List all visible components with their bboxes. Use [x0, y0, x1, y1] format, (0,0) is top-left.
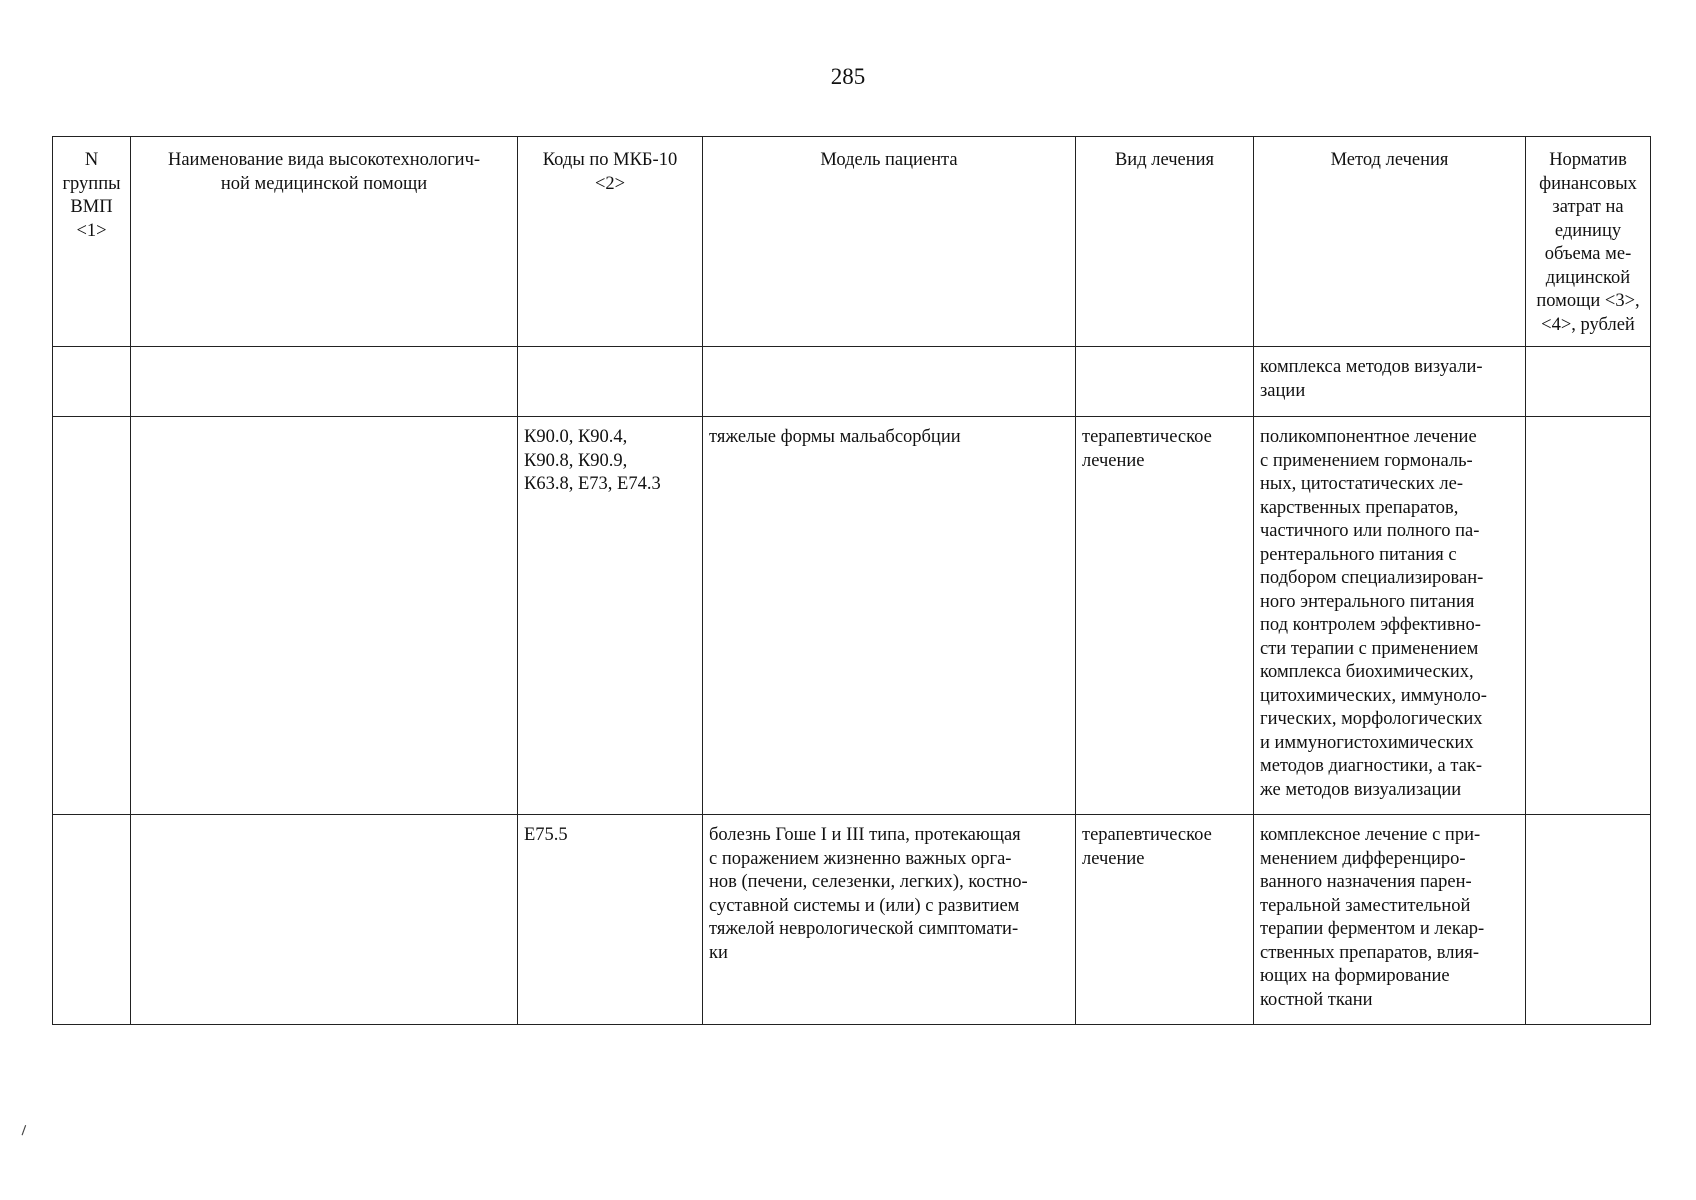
cell-cost-standard: [1526, 815, 1651, 1025]
cell-icd10-codes: Е75.5: [518, 815, 703, 1025]
cell-treatment-method: комплексное лечение с при- менением дифференциро- ванного назначения парен- теральной заместительной терапии ферментом и лекар- ственных препаратов, влия- ющих на формирование костной ткани: [1254, 815, 1526, 1025]
cell-icd10-codes: [518, 347, 703, 417]
cell-treatment-method: поликомпонентное лечение с применением гормональ- ных, цитостатических ле- карственных препаратов, частичного или полного па- рентерального питания с подбором специализирован- ного энтерального питания под контролем эффективно- сти терапии с применением комплекса биохимических, цитохимических, иммуноло- гических, морфологических и иммуногистохимических методов диагностики, а так- же методов визуализации: [1254, 417, 1526, 815]
cell-care-type-name: [131, 815, 518, 1025]
header-care-type-name: Наименование вида высокотехнологич- ной медицинской помощи: [131, 137, 518, 347]
cell-patient-model: [703, 347, 1076, 417]
header-group-number: N группы ВМП <1>: [53, 137, 131, 347]
cell-care-type-name: [131, 347, 518, 417]
cell-cost-standard: [1526, 417, 1651, 815]
cell-treatment-method: комплекса методов визуали- зации: [1254, 347, 1526, 417]
header-icd10-codes: Коды по МКБ-10 <2>: [518, 137, 703, 347]
cell-treatment-type: терапевтическое лечение: [1076, 815, 1254, 1025]
scan-artifact-mark: ⸝: [11, 1111, 32, 1140]
header-treatment-method: Метод лечения: [1254, 137, 1526, 347]
header-cost-standard: Норматив финансовых затрат на единицу объема ме- дицинской помощи <3>, <4>, рублей: [1526, 137, 1651, 347]
cell-treatment-type: терапевтическое лечение: [1076, 417, 1254, 815]
cell-group-number: [53, 347, 131, 417]
table-row: [53, 815, 1651, 1025]
table-header-row: [53, 137, 1651, 347]
page-number: 285: [830, 64, 866, 89]
cell-cost-standard: [1526, 347, 1651, 417]
medical-care-table: [52, 136, 1651, 1025]
cell-patient-model: тяжелые формы мальабсорбции: [703, 417, 1076, 815]
table-row: [53, 347, 1651, 417]
cell-treatment-type: [1076, 347, 1254, 417]
table-row: [53, 417, 1651, 815]
header-treatment-type: Вид лечения: [1076, 137, 1254, 347]
cell-group-number: [53, 417, 131, 815]
cell-group-number: [53, 815, 131, 1025]
header-patient-model: Модель пациента: [703, 137, 1076, 347]
cell-care-type-name: [131, 417, 518, 815]
cell-patient-model: болезнь Гоше I и III типа, протекающая с поражением жизненно важных орга- нов (печени, селезенки, легких), костно- суставной системы и (или) с развитием тяжелой неврологической симптомати- ки: [703, 815, 1076, 1025]
cell-icd10-codes: К90.0, К90.4, К90.8, К90.9, К63.8, Е73, Е74.3: [518, 417, 703, 815]
